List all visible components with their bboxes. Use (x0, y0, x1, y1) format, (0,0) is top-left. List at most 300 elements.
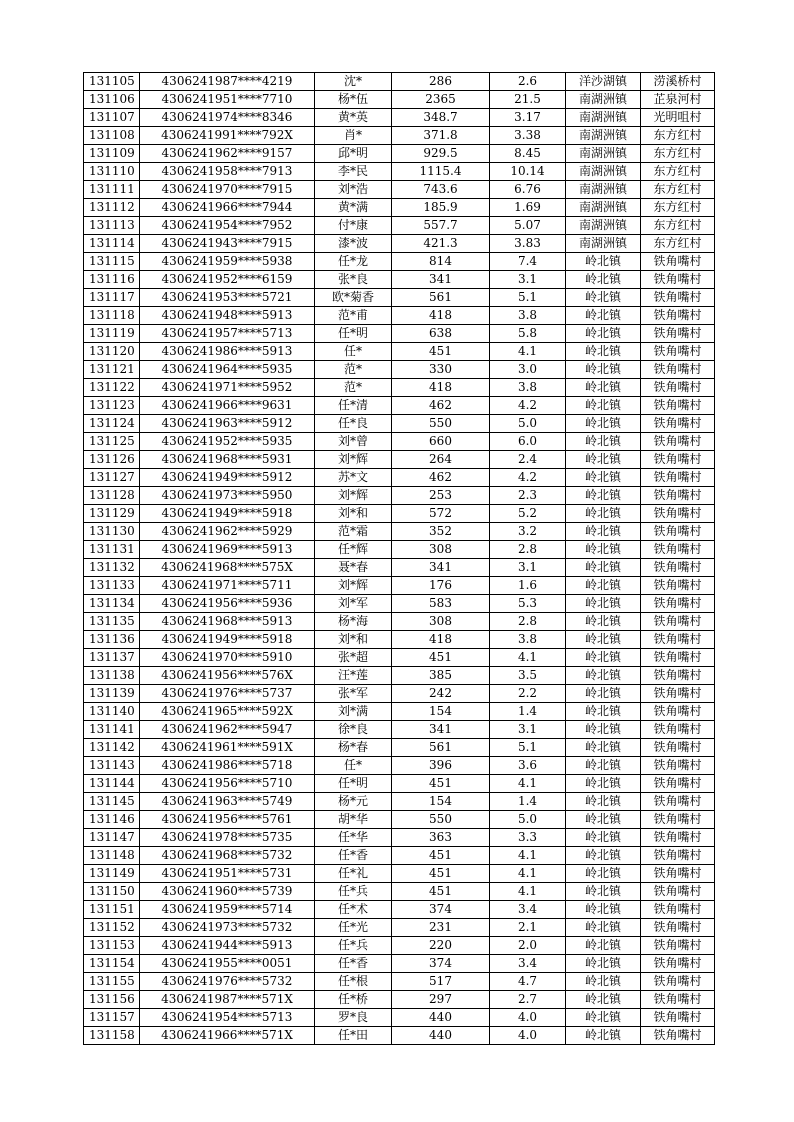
area-cell: 220 (392, 937, 490, 955)
village-cell: 铁角嘴村 (641, 1027, 715, 1045)
id-number-cell: 4306241949****5918 (140, 631, 315, 649)
town-cell: 岭北镇 (566, 991, 641, 1009)
name-cell: 任*华 (315, 829, 392, 847)
town-cell: 洋沙湖镇 (566, 73, 641, 91)
id-number-cell: 4306241958****7913 (140, 163, 315, 181)
id-number-cell: 4306241954****5713 (140, 1009, 315, 1027)
village-cell: 铁角嘴村 (641, 577, 715, 595)
name-cell: 刘*曾 (315, 433, 392, 451)
area-cell: 242 (392, 685, 490, 703)
table-row (84, 919, 715, 937)
record-number-cell: 131144 (84, 775, 140, 793)
town-cell: 岭北镇 (566, 379, 641, 397)
id-number-cell: 4306241956****576X (140, 667, 315, 685)
amount-cell: 4.1 (490, 775, 566, 793)
id-number-cell: 4306241968****575X (140, 559, 315, 577)
village-cell: 东方红村 (641, 199, 715, 217)
name-cell: 范* (315, 361, 392, 379)
area-cell: 451 (392, 847, 490, 865)
name-cell: 沈* (315, 73, 392, 91)
record-number-cell: 131155 (84, 973, 140, 991)
record-number-cell: 131123 (84, 397, 140, 415)
amount-cell: 3.4 (490, 901, 566, 919)
area-cell: 517 (392, 973, 490, 991)
id-number-cell: 4306241956****5761 (140, 811, 315, 829)
area-cell: 176 (392, 577, 490, 595)
table-row (84, 901, 715, 919)
record-number-cell: 131112 (84, 199, 140, 217)
table-row (84, 451, 715, 469)
table-row (84, 217, 715, 235)
amount-cell: 4.1 (490, 865, 566, 883)
id-number-cell: 4306241976****5732 (140, 973, 315, 991)
name-cell: 黄*英 (315, 109, 392, 127)
town-cell: 岭北镇 (566, 577, 641, 595)
town-cell: 岭北镇 (566, 397, 641, 415)
town-cell: 岭北镇 (566, 793, 641, 811)
name-cell: 刘*辉 (315, 577, 392, 595)
area-cell: 286 (392, 73, 490, 91)
village-cell: 铁角嘴村 (641, 955, 715, 973)
name-cell: 范*甫 (315, 307, 392, 325)
table-row (84, 847, 715, 865)
amount-cell: 2.4 (490, 451, 566, 469)
amount-cell: 10.14 (490, 163, 566, 181)
amount-cell: 3.2 (490, 523, 566, 541)
amount-cell: 4.1 (490, 847, 566, 865)
name-cell: 聂*春 (315, 559, 392, 577)
town-cell: 岭北镇 (566, 955, 641, 973)
id-number-cell: 4306241949****5918 (140, 505, 315, 523)
town-cell: 岭北镇 (566, 451, 641, 469)
area-cell: 341 (392, 721, 490, 739)
amount-cell: 1.69 (490, 199, 566, 217)
name-cell: 范*霜 (315, 523, 392, 541)
record-number-cell: 131133 (84, 577, 140, 595)
town-cell: 岭北镇 (566, 739, 641, 757)
town-cell: 南湖洲镇 (566, 199, 641, 217)
id-number-cell: 4306241960****5739 (140, 883, 315, 901)
table-row (84, 163, 715, 181)
id-number-cell: 4306241991****792X (140, 127, 315, 145)
town-cell: 岭北镇 (566, 973, 641, 991)
town-cell: 岭北镇 (566, 1027, 641, 1045)
id-number-cell: 4306241952****6159 (140, 271, 315, 289)
id-number-cell: 4306241951****7710 (140, 91, 315, 109)
table-row (84, 127, 715, 145)
id-number-cell: 4306241973****5732 (140, 919, 315, 937)
area-cell: 264 (392, 451, 490, 469)
table-row (84, 775, 715, 793)
name-cell: 罗*良 (315, 1009, 392, 1027)
area-cell: 814 (392, 253, 490, 271)
table-row (84, 883, 715, 901)
record-number-cell: 131131 (84, 541, 140, 559)
area-cell: 638 (392, 325, 490, 343)
area-cell: 308 (392, 613, 490, 631)
id-number-cell: 4306241961****591X (140, 739, 315, 757)
village-cell: 铁角嘴村 (641, 379, 715, 397)
amount-cell: 2.7 (490, 991, 566, 1009)
name-cell: 任*根 (315, 973, 392, 991)
area-cell: 374 (392, 901, 490, 919)
name-cell: 任*香 (315, 847, 392, 865)
name-cell: 任*龙 (315, 253, 392, 271)
table-row (84, 379, 715, 397)
table-row (84, 1027, 715, 1045)
town-cell: 岭北镇 (566, 667, 641, 685)
id-number-cell: 4306241962****5929 (140, 523, 315, 541)
amount-cell: 2.6 (490, 73, 566, 91)
record-number-cell: 131139 (84, 685, 140, 703)
town-cell: 岭北镇 (566, 343, 641, 361)
id-number-cell: 4306241959****5938 (140, 253, 315, 271)
record-number-cell: 131122 (84, 379, 140, 397)
town-cell: 岭北镇 (566, 1009, 641, 1027)
amount-cell: 8.45 (490, 145, 566, 163)
table-row (84, 181, 715, 199)
village-cell: 铁角嘴村 (641, 631, 715, 649)
town-cell: 岭北镇 (566, 721, 641, 739)
name-cell: 张*良 (315, 271, 392, 289)
amount-cell: 21.5 (490, 91, 566, 109)
amount-cell: 3.38 (490, 127, 566, 145)
record-number-cell: 131128 (84, 487, 140, 505)
village-cell: 铁角嘴村 (641, 253, 715, 271)
town-cell: 岭北镇 (566, 595, 641, 613)
village-cell: 铁角嘴村 (641, 739, 715, 757)
area-cell: 561 (392, 739, 490, 757)
table-row (84, 577, 715, 595)
amount-cell: 5.1 (490, 289, 566, 307)
amount-cell: 2.8 (490, 541, 566, 559)
amount-cell: 3.83 (490, 235, 566, 253)
town-cell: 岭北镇 (566, 901, 641, 919)
town-cell: 岭北镇 (566, 307, 641, 325)
record-number-cell: 131108 (84, 127, 140, 145)
village-cell: 铁角嘴村 (641, 469, 715, 487)
village-cell: 铁角嘴村 (641, 1009, 715, 1027)
area-cell: 550 (392, 811, 490, 829)
id-number-cell: 4306241962****9157 (140, 145, 315, 163)
town-cell: 岭北镇 (566, 613, 641, 631)
table-row (84, 523, 715, 541)
amount-cell: 3.0 (490, 361, 566, 379)
id-number-cell: 4306241963****5912 (140, 415, 315, 433)
record-number-cell: 131119 (84, 325, 140, 343)
name-cell: 张*超 (315, 649, 392, 667)
amount-cell: 6.76 (490, 181, 566, 199)
village-cell: 铁角嘴村 (641, 883, 715, 901)
name-cell: 漆*波 (315, 235, 392, 253)
amount-cell: 6.0 (490, 433, 566, 451)
name-cell: 杨*春 (315, 739, 392, 757)
record-number-cell: 131107 (84, 109, 140, 127)
table-row (84, 991, 715, 1009)
record-number-cell: 131146 (84, 811, 140, 829)
town-cell: 岭北镇 (566, 433, 641, 451)
area-cell: 561 (392, 289, 490, 307)
table-row (84, 613, 715, 631)
town-cell: 南湖洲镇 (566, 109, 641, 127)
record-number-cell: 131135 (84, 613, 140, 631)
id-number-cell: 4306241952****5935 (140, 433, 315, 451)
village-cell: 涝溪桥村 (641, 73, 715, 91)
record-number-cell: 131138 (84, 667, 140, 685)
village-cell: 铁角嘴村 (641, 559, 715, 577)
table-row (84, 505, 715, 523)
amount-cell: 7.4 (490, 253, 566, 271)
town-cell: 岭北镇 (566, 505, 641, 523)
amount-cell: 5.1 (490, 739, 566, 757)
id-number-cell: 4306241973****5950 (140, 487, 315, 505)
area-cell: 929.5 (392, 145, 490, 163)
table-row (84, 487, 715, 505)
table-row (84, 433, 715, 451)
table-row (84, 937, 715, 955)
village-cell: 铁角嘴村 (641, 775, 715, 793)
amount-cell: 3.8 (490, 631, 566, 649)
village-cell: 铁角嘴村 (641, 397, 715, 415)
id-number-cell: 4306241987****571X (140, 991, 315, 1009)
area-cell: 451 (392, 775, 490, 793)
table-row (84, 415, 715, 433)
amount-cell: 4.7 (490, 973, 566, 991)
record-number-cell: 131117 (84, 289, 140, 307)
record-number-cell: 131124 (84, 415, 140, 433)
amount-cell: 2.3 (490, 487, 566, 505)
name-cell: 任*光 (315, 919, 392, 937)
id-number-cell: 4306241965****592X (140, 703, 315, 721)
area-cell: 451 (392, 343, 490, 361)
name-cell: 任*香 (315, 955, 392, 973)
record-number-cell: 131149 (84, 865, 140, 883)
area-cell: 418 (392, 379, 490, 397)
id-number-cell: 4306241951****5731 (140, 865, 315, 883)
amount-cell: 5.0 (490, 811, 566, 829)
record-number-cell: 131152 (84, 919, 140, 937)
village-cell: 铁角嘴村 (641, 703, 715, 721)
area-cell: 440 (392, 1009, 490, 1027)
table-row (84, 91, 715, 109)
area-cell: 2365 (392, 91, 490, 109)
town-cell: 岭北镇 (566, 631, 641, 649)
table-row (84, 253, 715, 271)
town-cell: 岭北镇 (566, 685, 641, 703)
id-number-cell: 4306241957****5713 (140, 325, 315, 343)
amount-cell: 5.3 (490, 595, 566, 613)
town-cell: 岭北镇 (566, 469, 641, 487)
village-cell: 铁角嘴村 (641, 721, 715, 739)
amount-cell: 2.1 (490, 919, 566, 937)
village-cell: 铁角嘴村 (641, 541, 715, 559)
village-cell: 铁角嘴村 (641, 757, 715, 775)
town-cell: 南湖洲镇 (566, 91, 641, 109)
town-cell: 岭北镇 (566, 703, 641, 721)
id-number-cell: 4306241971****5711 (140, 577, 315, 595)
town-cell: 岭北镇 (566, 775, 641, 793)
town-cell: 岭北镇 (566, 253, 641, 271)
name-cell: 张*军 (315, 685, 392, 703)
amount-cell: 1.4 (490, 793, 566, 811)
record-number-cell: 131110 (84, 163, 140, 181)
amount-cell: 2.2 (490, 685, 566, 703)
table-row (84, 793, 715, 811)
amount-cell: 3.1 (490, 721, 566, 739)
area-cell: 297 (392, 991, 490, 1009)
record-number-cell: 131158 (84, 1027, 140, 1045)
amount-cell: 1.4 (490, 703, 566, 721)
amount-cell: 2.0 (490, 937, 566, 955)
amount-cell: 2.8 (490, 613, 566, 631)
village-cell: 铁角嘴村 (641, 523, 715, 541)
id-number-cell: 4306241966****9631 (140, 397, 315, 415)
table-row (84, 289, 715, 307)
amount-cell: 5.07 (490, 217, 566, 235)
name-cell: 任*清 (315, 397, 392, 415)
name-cell: 刘*和 (315, 505, 392, 523)
town-cell: 岭北镇 (566, 289, 641, 307)
table-row (84, 973, 715, 991)
town-cell: 岭北镇 (566, 829, 641, 847)
amount-cell: 3.4 (490, 955, 566, 973)
name-cell: 邱*明 (315, 145, 392, 163)
id-number-cell: 4306241971****5952 (140, 379, 315, 397)
record-number-cell: 131125 (84, 433, 140, 451)
area-cell: 253 (392, 487, 490, 505)
area-cell: 185.9 (392, 199, 490, 217)
area-cell: 371.8 (392, 127, 490, 145)
table-row (84, 685, 715, 703)
name-cell: 任*田 (315, 1027, 392, 1045)
amount-cell: 5.2 (490, 505, 566, 523)
table-row (84, 199, 715, 217)
amount-cell: 3.8 (490, 307, 566, 325)
village-cell: 东方红村 (641, 145, 715, 163)
amount-cell: 1.6 (490, 577, 566, 595)
record-number-cell: 131147 (84, 829, 140, 847)
data-table (83, 72, 715, 1045)
table-row (84, 649, 715, 667)
record-number-cell: 131157 (84, 1009, 140, 1027)
area-cell: 352 (392, 523, 490, 541)
area-cell: 462 (392, 469, 490, 487)
record-number-cell: 131116 (84, 271, 140, 289)
town-cell: 岭北镇 (566, 361, 641, 379)
village-cell: 东方红村 (641, 127, 715, 145)
town-cell: 岭北镇 (566, 325, 641, 343)
town-cell: 岭北镇 (566, 937, 641, 955)
village-cell: 铁角嘴村 (641, 973, 715, 991)
area-cell: 330 (392, 361, 490, 379)
name-cell: 任*良 (315, 415, 392, 433)
table-row (84, 73, 715, 91)
village-cell: 铁角嘴村 (641, 487, 715, 505)
record-number-cell: 131137 (84, 649, 140, 667)
amount-cell: 4.0 (490, 1009, 566, 1027)
record-number-cell: 131145 (84, 793, 140, 811)
table-row (84, 235, 715, 253)
id-number-cell: 4306241978****5735 (140, 829, 315, 847)
name-cell: 任*礼 (315, 865, 392, 883)
record-number-cell: 131129 (84, 505, 140, 523)
town-cell: 岭北镇 (566, 649, 641, 667)
village-cell: 铁角嘴村 (641, 901, 715, 919)
table-row (84, 667, 715, 685)
amount-cell: 4.0 (490, 1027, 566, 1045)
table-row (84, 1009, 715, 1027)
town-cell: 南湖洲镇 (566, 163, 641, 181)
name-cell: 任*术 (315, 901, 392, 919)
village-cell: 铁角嘴村 (641, 829, 715, 847)
table-row (84, 865, 715, 883)
area-cell: 418 (392, 631, 490, 649)
area-cell: 374 (392, 955, 490, 973)
area-cell: 154 (392, 793, 490, 811)
record-number-cell: 131132 (84, 559, 140, 577)
record-number-cell: 131114 (84, 235, 140, 253)
amount-cell: 3.8 (490, 379, 566, 397)
name-cell: 付*康 (315, 217, 392, 235)
table-row (84, 469, 715, 487)
record-number-cell: 131111 (84, 181, 140, 199)
name-cell: 任*兵 (315, 883, 392, 901)
town-cell: 岭北镇 (566, 865, 641, 883)
town-cell: 岭北镇 (566, 523, 641, 541)
table-row (84, 811, 715, 829)
record-number-cell: 131130 (84, 523, 140, 541)
id-number-cell: 4306241956****5936 (140, 595, 315, 613)
id-number-cell: 4306241949****5912 (140, 469, 315, 487)
record-number-cell: 131105 (84, 73, 140, 91)
village-cell: 东方红村 (641, 217, 715, 235)
name-cell: 李*民 (315, 163, 392, 181)
area-cell: 154 (392, 703, 490, 721)
village-cell: 铁角嘴村 (641, 649, 715, 667)
id-number-cell: 4306241976****5737 (140, 685, 315, 703)
table-row (84, 271, 715, 289)
name-cell: 杨*伍 (315, 91, 392, 109)
town-cell: 岭北镇 (566, 541, 641, 559)
record-number-cell: 131120 (84, 343, 140, 361)
id-number-cell: 4306241955****0051 (140, 955, 315, 973)
record-number-cell: 131106 (84, 91, 140, 109)
town-cell: 南湖洲镇 (566, 217, 641, 235)
town-cell: 岭北镇 (566, 415, 641, 433)
table-row (84, 721, 715, 739)
village-cell: 铁角嘴村 (641, 289, 715, 307)
record-number-cell: 131136 (84, 631, 140, 649)
record-number-cell: 131153 (84, 937, 140, 955)
name-cell: 欧*菊香 (315, 289, 392, 307)
name-cell: 胡*华 (315, 811, 392, 829)
name-cell: 刘*浩 (315, 181, 392, 199)
village-cell: 东方红村 (641, 163, 715, 181)
record-number-cell: 131142 (84, 739, 140, 757)
name-cell: 任*桥 (315, 991, 392, 1009)
village-cell: 铁角嘴村 (641, 451, 715, 469)
town-cell: 南湖洲镇 (566, 145, 641, 163)
record-number-cell: 131156 (84, 991, 140, 1009)
amount-cell: 5.0 (490, 415, 566, 433)
record-number-cell: 131141 (84, 721, 140, 739)
village-cell: 铁角嘴村 (641, 343, 715, 361)
town-cell: 南湖洲镇 (566, 127, 641, 145)
village-cell: 铁角嘴村 (641, 685, 715, 703)
town-cell: 南湖洲镇 (566, 235, 641, 253)
id-number-cell: 4306241943****7915 (140, 235, 315, 253)
village-cell: 铁角嘴村 (641, 865, 715, 883)
